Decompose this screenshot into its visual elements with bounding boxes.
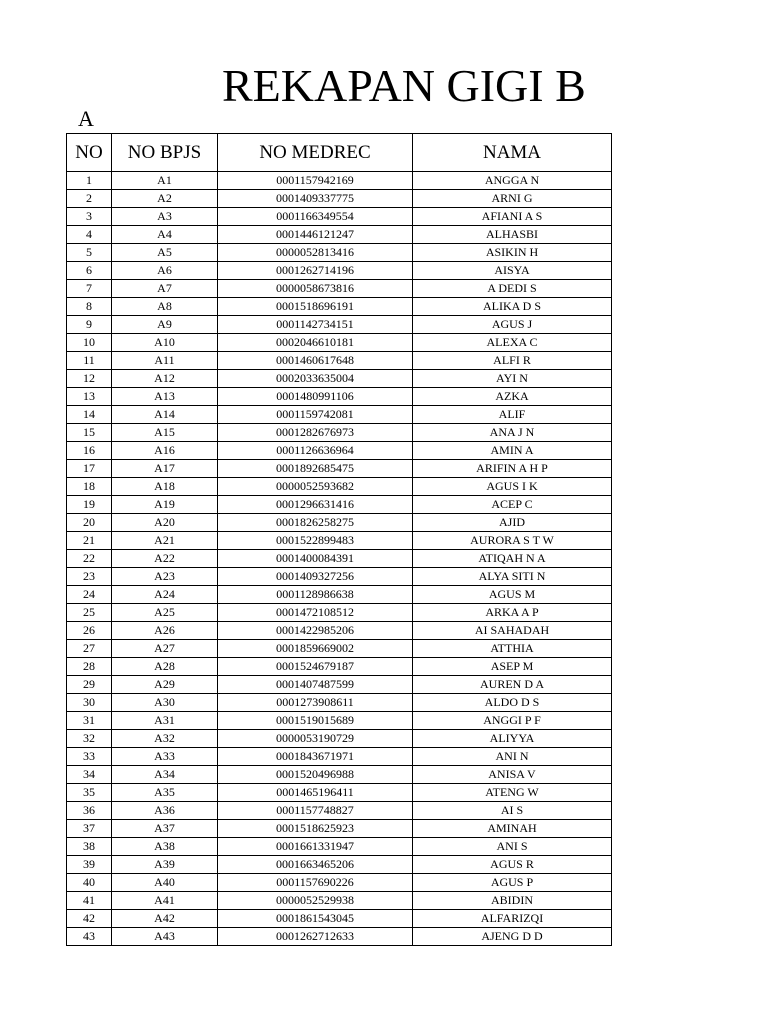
cell-nama: ALIKA D S — [413, 298, 612, 316]
cell-no: 7 — [67, 280, 112, 298]
cell-no-medrec: 0001409337775 — [218, 190, 413, 208]
cell-no: 2 — [67, 190, 112, 208]
cell-nama: AGUS M — [413, 586, 612, 604]
cell-no-medrec: 0001446121247 — [218, 226, 413, 244]
table-header — [67, 134, 612, 172]
cell-nama: AFIANI A S — [413, 208, 612, 226]
cell-no: 28 — [67, 658, 112, 676]
table-row — [67, 586, 612, 604]
cell-nama: ASIKIN H — [413, 244, 612, 262]
table-row — [67, 784, 612, 802]
cell-no-medrec: 0001518625923 — [218, 820, 413, 838]
cell-no-bpjs: A15 — [112, 424, 218, 442]
table-row — [67, 172, 612, 190]
cell-no-medrec: 0001472108512 — [218, 604, 413, 622]
cell-no-medrec: 0001296631416 — [218, 496, 413, 514]
cell-no-bpjs: A17 — [112, 460, 218, 478]
cell-no-bpjs: A27 — [112, 640, 218, 658]
cell-no-bpjs: A36 — [112, 802, 218, 820]
cell-nama: ALYA SITI N — [413, 568, 612, 586]
table-row — [67, 406, 612, 424]
cell-nama: ATENG W — [413, 784, 612, 802]
cell-nama: ANI N — [413, 748, 612, 766]
cell-no-medrec: 0001409327256 — [218, 568, 413, 586]
cell-no: 20 — [67, 514, 112, 532]
table-row — [67, 712, 612, 730]
cell-no-medrec: 0001422985206 — [218, 622, 413, 640]
cell-no-medrec: 0001520496988 — [218, 766, 413, 784]
table-row — [67, 316, 612, 334]
cell-no-medrec: 0000052529938 — [218, 892, 413, 910]
patient-table — [66, 133, 612, 946]
cell-nama: ALDO D S — [413, 694, 612, 712]
cell-no: 41 — [67, 892, 112, 910]
cell-nama: ACEP C — [413, 496, 612, 514]
cell-no-medrec: 0001128986638 — [218, 586, 413, 604]
cell-nama: AI S — [413, 802, 612, 820]
cell-no-bpjs: A3 — [112, 208, 218, 226]
cell-no: 27 — [67, 640, 112, 658]
cell-no-bpjs: A23 — [112, 568, 218, 586]
table-row — [67, 820, 612, 838]
cell-no-medrec: 0001273908611 — [218, 694, 413, 712]
cell-no: 5 — [67, 244, 112, 262]
cell-no-bpjs: A20 — [112, 514, 218, 532]
table-row — [67, 226, 612, 244]
cell-no-medrec: 0000058673816 — [218, 280, 413, 298]
cell-no-medrec: 0000052593682 — [218, 478, 413, 496]
cell-nama: AGUS P — [413, 874, 612, 892]
cell-no: 43 — [67, 928, 112, 946]
cell-no-medrec: 0001157690226 — [218, 874, 413, 892]
table-row — [67, 730, 612, 748]
cell-no: 22 — [67, 550, 112, 568]
cell-no-bpjs: A29 — [112, 676, 218, 694]
cell-nama: ABIDIN — [413, 892, 612, 910]
cell-no: 12 — [67, 370, 112, 388]
table-row — [67, 370, 612, 388]
table-row — [67, 622, 612, 640]
cell-no-medrec: 0000053190729 — [218, 730, 413, 748]
cell-no-bpjs: A31 — [112, 712, 218, 730]
table-row — [67, 910, 612, 928]
page-title: REKAPAN GIGI B — [222, 60, 586, 111]
cell-no: 11 — [67, 352, 112, 370]
cell-no: 1 — [67, 172, 112, 190]
cell-no: 25 — [67, 604, 112, 622]
cell-nama: AGUS I K — [413, 478, 612, 496]
cell-nama: ALIF — [413, 406, 612, 424]
cell-no-bpjs: A21 — [112, 532, 218, 550]
cell-no: 40 — [67, 874, 112, 892]
cell-no: 26 — [67, 622, 112, 640]
table-row — [67, 190, 612, 208]
cell-no-medrec: 0001519015689 — [218, 712, 413, 730]
cell-no: 33 — [67, 748, 112, 766]
cell-nama: AI SAHADAH — [413, 622, 612, 640]
table-row — [67, 748, 612, 766]
cell-no: 31 — [67, 712, 112, 730]
table-row — [67, 694, 612, 712]
cell-nama: ANI S — [413, 838, 612, 856]
section-label: A — [78, 106, 94, 131]
table-row — [67, 496, 612, 514]
cell-no-medrec: 0001262714196 — [218, 262, 413, 280]
cell-no-medrec: 0001400084391 — [218, 550, 413, 568]
cell-nama: ANISA V — [413, 766, 612, 784]
cell-no: 23 — [67, 568, 112, 586]
cell-no-bpjs: A30 — [112, 694, 218, 712]
cell-no: 36 — [67, 802, 112, 820]
cell-no: 32 — [67, 730, 112, 748]
table-row — [67, 892, 612, 910]
cell-no-bpjs: A19 — [112, 496, 218, 514]
cell-no-medrec: 0001826258275 — [218, 514, 413, 532]
cell-no-medrec: 0001843671971 — [218, 748, 413, 766]
cell-no-medrec: 0001661331947 — [218, 838, 413, 856]
cell-no-bpjs: A12 — [112, 370, 218, 388]
cell-no-bpjs: A2 — [112, 190, 218, 208]
cell-no-medrec: 0002046610181 — [218, 334, 413, 352]
cell-no-medrec: 0001157748827 — [218, 802, 413, 820]
table-body — [67, 172, 612, 946]
cell-no: 37 — [67, 820, 112, 838]
cell-nama: AJENG D D — [413, 928, 612, 946]
cell-no-bpjs: A16 — [112, 442, 218, 460]
cell-no-medrec: 0000052813416 — [218, 244, 413, 262]
cell-no: 8 — [67, 298, 112, 316]
cell-no: 14 — [67, 406, 112, 424]
cell-no-medrec: 0001480991106 — [218, 388, 413, 406]
cell-nama: ALIYYA — [413, 730, 612, 748]
cell-no-bpjs: A37 — [112, 820, 218, 838]
cell-no-medrec: 0001142734151 — [218, 316, 413, 334]
cell-nama: ALHASBI — [413, 226, 612, 244]
cell-no-bpjs: A35 — [112, 784, 218, 802]
cell-nama: AMIN A — [413, 442, 612, 460]
cell-no-bpjs: A18 — [112, 478, 218, 496]
cell-nama: ARNI G — [413, 190, 612, 208]
cell-no-medrec: 0001663465206 — [218, 856, 413, 874]
table-row — [67, 676, 612, 694]
cell-no: 10 — [67, 334, 112, 352]
cell-nama: ATIQAH N A — [413, 550, 612, 568]
cell-no-bpjs: A10 — [112, 334, 218, 352]
cell-no-bpjs: A25 — [112, 604, 218, 622]
cell-nama: AURORA S T W — [413, 532, 612, 550]
table-row — [67, 532, 612, 550]
cell-nama: ATTHIA — [413, 640, 612, 658]
table-row — [67, 874, 612, 892]
cell-no: 30 — [67, 694, 112, 712]
column-header-nama: NAMA — [413, 134, 612, 172]
cell-no: 42 — [67, 910, 112, 928]
cell-no-medrec: 0001282676973 — [218, 424, 413, 442]
table-row — [67, 838, 612, 856]
column-header-no: NO — [67, 134, 112, 172]
table-row — [67, 334, 612, 352]
cell-no: 13 — [67, 388, 112, 406]
cell-no: 29 — [67, 676, 112, 694]
cell-nama: ANGGI P F — [413, 712, 612, 730]
table-row — [67, 478, 612, 496]
cell-no-medrec: 0001892685475 — [218, 460, 413, 478]
cell-no: 17 — [67, 460, 112, 478]
cell-nama: AISYA — [413, 262, 612, 280]
cell-nama: AGUS J — [413, 316, 612, 334]
cell-nama: A DEDI S — [413, 280, 612, 298]
table-row — [67, 604, 612, 622]
table-row — [67, 298, 612, 316]
table-row — [67, 388, 612, 406]
cell-no: 18 — [67, 478, 112, 496]
table-row — [67, 424, 612, 442]
cell-no-bpjs: A14 — [112, 406, 218, 424]
cell-no-bpjs: A9 — [112, 316, 218, 334]
cell-nama: AGUS R — [413, 856, 612, 874]
table-row — [67, 640, 612, 658]
cell-nama: AJID — [413, 514, 612, 532]
cell-no-bpjs: A43 — [112, 928, 218, 946]
cell-nama: ARKA A P — [413, 604, 612, 622]
header-row — [67, 134, 612, 172]
cell-no: 34 — [67, 766, 112, 784]
cell-no-bpjs: A34 — [112, 766, 218, 784]
table-row — [67, 460, 612, 478]
cell-no-medrec: 0001518696191 — [218, 298, 413, 316]
cell-no-medrec: 0001126636964 — [218, 442, 413, 460]
cell-no-bpjs: A22 — [112, 550, 218, 568]
cell-nama: ALFI R — [413, 352, 612, 370]
cell-no: 6 — [67, 262, 112, 280]
cell-nama: AZKA — [413, 388, 612, 406]
cell-no-bpjs: A26 — [112, 622, 218, 640]
cell-no-medrec: 0001262712633 — [218, 928, 413, 946]
cell-no-medrec: 0001861543045 — [218, 910, 413, 928]
cell-nama: ARIFIN A H P — [413, 460, 612, 478]
cell-no-medrec: 0001522899483 — [218, 532, 413, 550]
cell-no-bpjs: A39 — [112, 856, 218, 874]
cell-no: 15 — [67, 424, 112, 442]
cell-no: 39 — [67, 856, 112, 874]
table-row — [67, 244, 612, 262]
cell-no-bpjs: A5 — [112, 244, 218, 262]
cell-no-bpjs: A4 — [112, 226, 218, 244]
cell-no-medrec: 0001407487599 — [218, 676, 413, 694]
table-row — [67, 802, 612, 820]
cell-no-bpjs: A38 — [112, 838, 218, 856]
cell-nama: AUREN D A — [413, 676, 612, 694]
cell-nama: ALFARIZQI — [413, 910, 612, 928]
cell-no: 35 — [67, 784, 112, 802]
cell-no-medrec: 0001859669002 — [218, 640, 413, 658]
cell-no-medrec: 0001166349554 — [218, 208, 413, 226]
cell-nama: ALEXA C — [413, 334, 612, 352]
table-row — [67, 262, 612, 280]
cell-nama: ANA J N — [413, 424, 612, 442]
table-row — [67, 442, 612, 460]
cell-no: 3 — [67, 208, 112, 226]
cell-no-bpjs: A41 — [112, 892, 218, 910]
cell-no-bpjs: A32 — [112, 730, 218, 748]
table-row — [67, 208, 612, 226]
cell-no: 16 — [67, 442, 112, 460]
cell-no: 21 — [67, 532, 112, 550]
cell-no-medrec: 0001157942169 — [218, 172, 413, 190]
cell-no: 38 — [67, 838, 112, 856]
cell-no-bpjs: A6 — [112, 262, 218, 280]
cell-no-medrec: 0002033635004 — [218, 370, 413, 388]
cell-no-bpjs: A24 — [112, 586, 218, 604]
cell-nama: AMINAH — [413, 820, 612, 838]
cell-no-bpjs: A40 — [112, 874, 218, 892]
cell-no: 19 — [67, 496, 112, 514]
cell-no: 4 — [67, 226, 112, 244]
cell-no-bpjs: A28 — [112, 658, 218, 676]
table-row — [67, 280, 612, 298]
cell-no-bpjs: A42 — [112, 910, 218, 928]
cell-no-bpjs: A1 — [112, 172, 218, 190]
cell-nama: AYI N — [413, 370, 612, 388]
table-row — [67, 352, 612, 370]
cell-nama: ANGGA N — [413, 172, 612, 190]
cell-no-bpjs: A11 — [112, 352, 218, 370]
cell-no-medrec: 0001524679187 — [218, 658, 413, 676]
table-row — [67, 514, 612, 532]
column-header-no-medrec: NO MEDREC — [218, 134, 413, 172]
table-row — [67, 658, 612, 676]
cell-no-bpjs: A13 — [112, 388, 218, 406]
cell-no-bpjs: A8 — [112, 298, 218, 316]
table-row — [67, 766, 612, 784]
cell-no-bpjs: A33 — [112, 748, 218, 766]
cell-no: 24 — [67, 586, 112, 604]
cell-no-bpjs: A7 — [112, 280, 218, 298]
cell-no: 9 — [67, 316, 112, 334]
cell-no-medrec: 0001159742081 — [218, 406, 413, 424]
column-header-no-bpjs: NO BPJS — [112, 134, 218, 172]
table-row — [67, 928, 612, 946]
cell-no-medrec: 0001465196411 — [218, 784, 413, 802]
table-row — [67, 550, 612, 568]
table-row — [67, 856, 612, 874]
table-row — [67, 568, 612, 586]
cell-nama: ASEP M — [413, 658, 612, 676]
cell-no-medrec: 0001460617648 — [218, 352, 413, 370]
